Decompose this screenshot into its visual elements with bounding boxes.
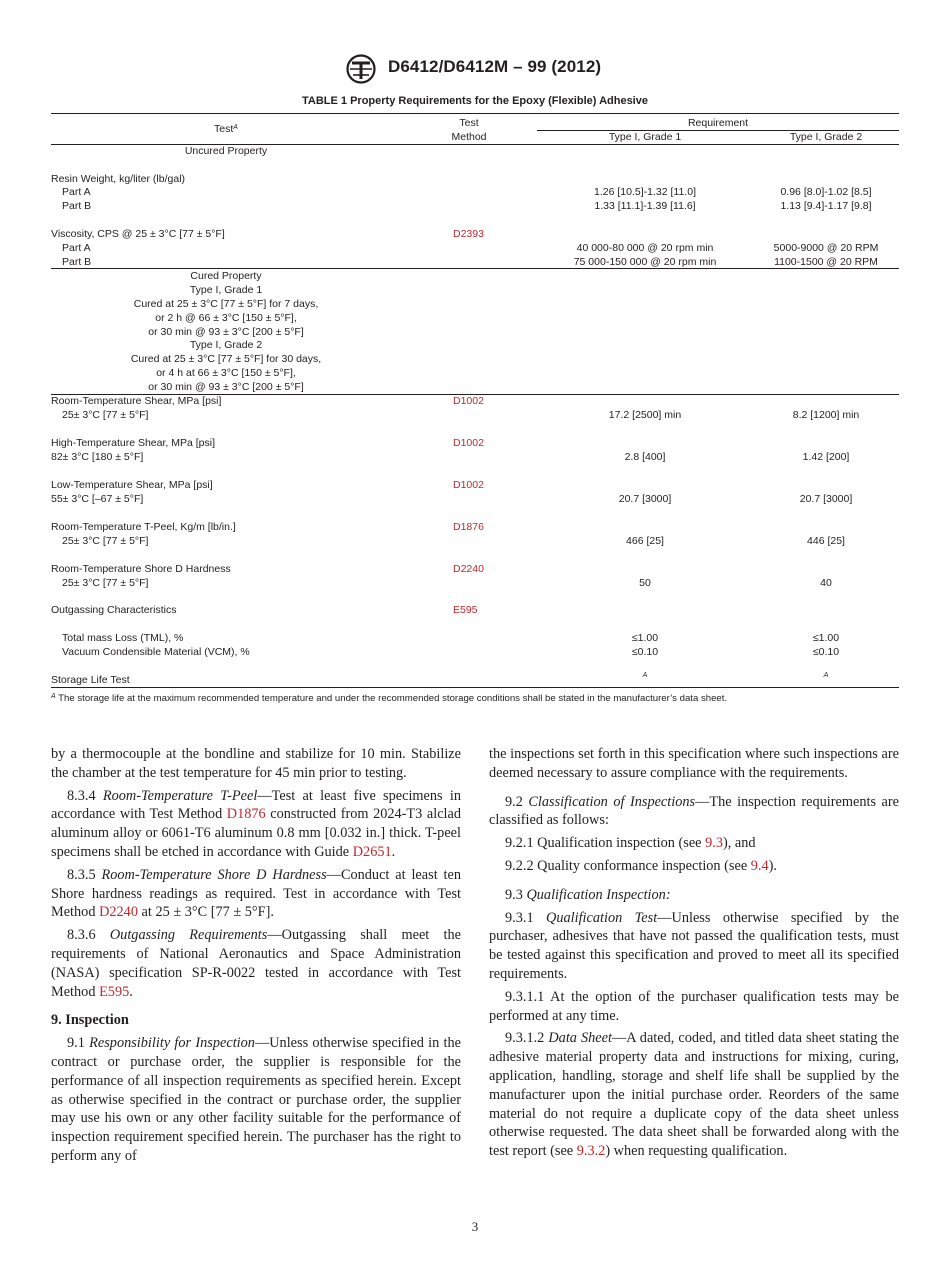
section-9-3-1: 9.3.1 Qualification Test—Unless otherwise specified by the purchaser, adhesives that have not passed the qualification tests, must be tested against this specification and proved to meet all its specified requirements. [489,909,900,982]
table-footnote: $^A$ The storage life at the maximum recommended temperature and under the recommended storage conditions shall be stated in the manufacturer’s data sheet. [51,693,728,704]
v-part-a: Part A [62,242,91,254]
rw-part-b: Part B [62,200,92,212]
col-header-method-1: Test [459,117,479,129]
page-number: 3 [471,1219,479,1234]
viscosity-method-link[interactable]: D2393 [453,228,484,240]
tpeel-cond: 25± 3°C [77 ± 5°F] [62,535,149,547]
ht-shear-method-link[interactable]: D1002 [453,437,484,449]
cured-line: or 2 h @ 66 ± 3°C [150 ± 5°F], [155,312,297,324]
v-part-b-g2: 1100-1500 @ 20 RPM [774,256,878,268]
shore-method-link[interactable]: D2240 [453,563,484,575]
d2240-link[interactable]: D2240 [99,904,138,921]
paragraph: the inspections set forth in this specification where such inspections are deemed necessary to assure compliance with the requirements. [489,746,899,781]
uncured-bottom-rule [51,268,899,269]
col-header-grade1: Type I, Grade 1 [608,131,682,143]
vcm-g1: ≤0.10 [631,646,659,658]
section-9-2: 9.2 Classification of Inspections—The inspection requirements are classified as follows: [489,793,899,829]
shore-g2: 40 [820,577,832,589]
lt-shear-g1: 20.7 [3000] [618,493,672,505]
row-lt-shear: Low-Temperature Shear, MPa [psi] [51,479,213,491]
outgas-method-link[interactable]: E595 [453,604,478,616]
row-ht-shear: High-Temperature Shear, MPa [psi] [51,437,215,449]
cured-line: or 4 h at 66 ± 3°C [150 ± 5°F], [156,367,296,379]
ht-shear-cond: 82± 3°C [180 ± 5°F] [51,451,144,463]
tml-g1: ≤1.00 [631,632,659,644]
page-header [0,54,950,84]
row-storage-life: Storage Life Test [51,674,130,686]
rt-shear-method-link[interactable]: D1002 [453,395,484,407]
d1876-link[interactable]: D1876 [226,806,266,823]
ht-shear-g1: 2.8 [400] [624,451,666,463]
v-part-b: Part B [62,256,92,268]
vcm-label: Vacuum Condensible Material (VCM), % [62,646,250,658]
v-part-a-g2: 5000-9000 @ 20 RPM [773,242,879,254]
table-top-rule [51,113,899,114]
section-8-3-6: 8.3.6 Outgassing Requirements—Outgassing shall meet the requirements of National Aeronautics and Space Administration (NASA) specification SP-R-0022 tested in accordance with Test Method E595. [51,927,462,1000]
col-header-grade2: Type I, Grade 2 [789,131,863,143]
d2651-link[interactable]: D2651 [352,843,392,860]
row-tpeel: Room-Temperature T-Peel, Kg/m [lb/in.] [51,521,236,533]
section-9-heading: 9. Inspection [51,1012,129,1029]
lt-shear-method-link[interactable]: D1002 [453,479,484,491]
tpeel-method-link[interactable]: D1876 [453,521,484,533]
row-resin-weight: Resin Weight, kg/liter (lb/gal) [51,173,186,185]
rw-part-a-g2: 0.96 [8.0]-1.02 [8.5] [780,186,872,198]
cured-line: Cured at 25 ± 3°C [77 ± 5°F] for 7 days, [133,298,319,310]
cured-line: Type I, Grade 1 [189,284,263,296]
ref-9-3-link[interactable]: 9.3 [705,835,723,852]
table-bottom-rule [51,687,899,688]
shore-g1: 50 [639,577,651,589]
section-9-3: 9.3 Qualification Inspection: [505,886,671,903]
section-9-2-2: 9.2.2 Quality conformance inspection (see 9.4). [505,857,777,874]
vcm-g2: ≤0.10 [812,646,840,658]
row-viscosity: Viscosity, CPS @ 25 ± 3°C [77 ± 5°F] [51,228,225,240]
col-header-method-2: Method [451,131,487,143]
row-rt-shear: Room-Temperature Shear, MPa [psi] [51,395,222,407]
row-outgassing: Outgassing Characteristics [51,604,177,616]
property-requirements-table [51,113,899,693]
rt-shear-cond: 25± 3°C [77 ± 5°F] [62,409,149,421]
ref-9-3-2-link[interactable]: 9.3.2 [576,1143,606,1160]
v-part-b-g1: 75 000-150 000 @ 20 rpm min [573,256,717,268]
tml-g2: ≤1.00 [812,632,840,644]
tpeel-g1: 466 [25] [626,535,664,547]
document-designation: D6412/D6412M – 99 (2012) [388,57,602,76]
ht-shear-g2: 1.42 [200] [802,451,850,463]
section-8-3-5: 8.3.5 Room-Temperature Shore D Hardness—Conduct at least ten Shore hardness readings as required. Test in accordance with Test Method D2240 at 25 ± 3°C [77 ± 5°F]. [51,866,462,921]
cured-line: or 30 min @ 93 ± 3°C [200 ± 5°F] [148,326,304,338]
v-part-a-g1: 40 000-80 000 @ 20 rpm min [576,242,714,254]
rt-shear-g1: 17.2 [2500] min [608,409,682,421]
rw-part-a-g1: 1.26 [10.5]-1.32 [11.0] [594,186,696,198]
tpeel-g2: 446 [25] [807,535,845,547]
left-text-column [51,745,461,1170]
col-header-requirement: Requirement [687,117,749,129]
ref-9-4-link[interactable]: 9.4 [750,857,769,874]
astm-logo-icon [342,54,380,84]
header-bottom-rule [51,144,899,145]
cured-line: Cured at 25 ± 3°C [77 ± 5°F] for 30 days, [130,353,322,365]
rw-part-b-g1: 1.33 [11.1]-1.39 [11.6] [594,200,696,212]
section-9-3-1-1: 9.3.1.1 At the option of the purchaser qualification tests may be performed at any time. [489,988,899,1024]
e595-link[interactable]: E595 [99,983,130,1000]
section-9-2-1: 9.2.1 Qualification inspection (see 9.3), and [505,835,756,852]
cured-header: Cured Property [190,270,262,282]
tml-label: Total mass Loss (TML), % [62,632,184,644]
cured-line: or 30 min @ 93 ± 3°C [200 ± 5°F] [148,381,304,393]
right-text-column [489,745,899,1165]
rw-part-a: Part A [62,186,91,198]
cured-line: Type I, Grade 2 [189,339,263,351]
section-9-1: 9.1 Responsibility for Inspection—Unless otherwise specified in the contract or purchase order, the supplier is responsible for the performance of all inspection requirements as specified herein. Except as otherwise specified in the contract or purchase order, the supplier may use his own or any other facility suitable for the performance of inspection requirement specified herein. The purchaser has the right to perform any of [51,1035,461,1164]
shore-cond: 25± 3°C [77 ± 5°F] [62,577,149,589]
section-9-3-1-2: 9.3.1.2 Data Sheet—A dated, coded, and titled data sheet stating the adhesive material property data and instructions for mixing, curing, application, handling, storage and shelf life shall be supplied by the manufacturer upon the initial purchase order. Reorders of the same material do not require a duplicate copy of the data sheet unless otherwise requested. The data sheet shall be forwarded along with the test report (see 9.3.2) when requesting qualification. [489,1030,899,1160]
row-shore: Room-Temperature Shore D Hardness [51,563,231,575]
lt-shear-cond: 55± 3°C [–67 ± 5°F] [51,493,144,505]
storage-g2: A [823,672,829,679]
section-8-3-4: 8.3.4 Room-Temperature T-Peel—Test at least five specimens in accordance with Test Method D1876 constructed from 2024-T3 alclad aluminum alloy or 6061-T6 aluminum 0.8 mm [0.032 in.] thick. T-peel specimens shall be etched in accordance with Guide D2651. [51,787,462,860]
paragraph: by a thermocouple at the bondline and stabilize for 10 min. Stabilize the chamber at the test temperature for 45 min prior to testing. [51,746,461,781]
storage-g1: A [642,672,648,679]
rt-shear-g2: 8.2 [1200] min [792,409,860,421]
table-caption: TABLE 1 Property Requirements for the Epoxy (Flexible) Adhesive [302,95,648,107]
rw-part-b-g2: 1.13 [9.4]-1.17 [9.8] [780,200,872,212]
col-header-test: Test$^A$ [214,123,238,135]
lt-shear-g2: 20.7 [3000] [799,493,853,505]
uncured-header: Uncured Property [184,145,268,157]
